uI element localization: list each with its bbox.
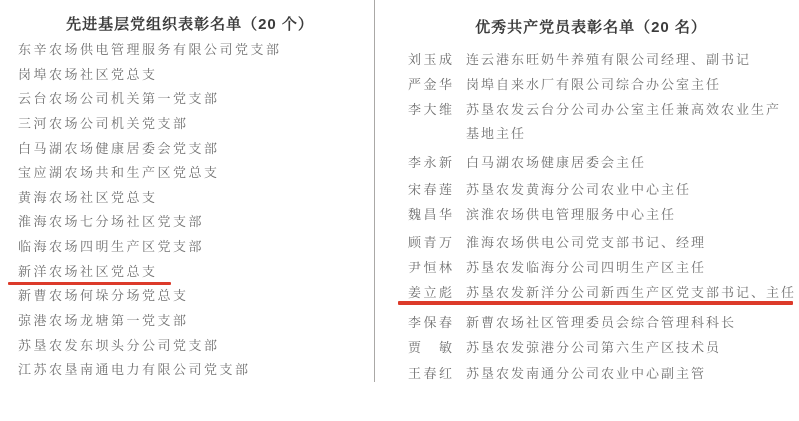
list-item: 临海农场四明生产区党支部 [18, 239, 205, 255]
member-role: 白马湖农场健康居委会主任 [466, 155, 647, 170]
member-role: 连云港东旺奶牛养殖有限公司经理、副书记 [466, 52, 752, 67]
member-row [408, 204, 676, 223]
list-item: 江苏农垦南通电力有限公司党支部 [18, 362, 251, 378]
left-list-title: 先进基层党组织表彰名单（20 个） [66, 16, 314, 33]
list-item-highlighted: 新洋农场社区党总支 [18, 263, 158, 279]
list-item: 新曹农场何垛分场党总支 [18, 288, 189, 304]
member-role: 岗埠自来水厂有限公司综合办公室主任 [466, 77, 722, 92]
member-row [408, 49, 751, 68]
member-name: 尹恒林 [408, 260, 455, 275]
list-item: 白马湖农场健康居委会党支部 [18, 140, 220, 156]
member-name: 刘玉成 [408, 52, 455, 67]
list-item: 宝应湖农场共和生产区党总支 [18, 165, 220, 181]
member-name: 李永新 [408, 155, 455, 170]
member-name: 李保春 [408, 315, 455, 330]
member-name: 王春红 [408, 366, 455, 381]
member-name: 魏昌华 [408, 207, 455, 222]
list-item: 黄海农场社区党总支 [18, 189, 158, 205]
member-name: 顾青万 [408, 235, 455, 250]
member-role: 苏垦农发南通分公司农业中心副主管 [466, 366, 707, 381]
member-name: 严金华 [408, 77, 455, 92]
member-role: 淮海农场供电公司党支部书记、经理 [466, 235, 707, 250]
member-name: 宋春莲 [408, 182, 455, 197]
member-row [408, 179, 691, 198]
right-list-title: 优秀共产党员表彰名单（20 名） [475, 19, 707, 36]
member-role-continued: 基地主任 [466, 126, 527, 141]
list-item: 淮海农场七分场社区党支部 [18, 214, 205, 230]
member-row [408, 337, 721, 356]
member-name: 贾 敏 [408, 340, 455, 355]
member-row [408, 74, 721, 93]
member-row [408, 312, 736, 331]
member-role: 苏垦农发弶港分公司第六生产区技术员 [466, 340, 722, 355]
member-row-highlighted [408, 282, 796, 301]
list-item: 三河农场公司机关党支部 [18, 115, 189, 131]
member-role: 苏垦农发云台分公司办公室主任兼高效农业生产 [466, 102, 782, 117]
member-name: 姜立彪 [408, 285, 455, 300]
member-row [408, 152, 646, 171]
member-role: 新曹农场社区管理委员会综合管理科科长 [466, 315, 737, 330]
member-role: 苏垦农发新洋分公司新西生产区党支部书记、主任 [466, 285, 797, 300]
member-row [408, 99, 781, 118]
member-role: 苏垦农发临海分公司四明生产区主任 [466, 260, 707, 275]
member-name: 李大维 [408, 102, 455, 117]
member-role: 苏垦农发黄海分公司农业中心主任 [466, 182, 692, 197]
list-item: 东辛农场供电管理服务有限公司党支部 [18, 42, 282, 57]
member-row [408, 363, 706, 382]
member-row [408, 232, 706, 251]
list-item: 弶港农场龙塘第一党支部 [18, 313, 189, 329]
list-item: 苏垦农发东坝头分公司党支部 [18, 337, 220, 353]
member-row [408, 257, 706, 276]
list-item: 岗埠农场社区党总支 [18, 66, 158, 82]
red-underline-right [398, 301, 793, 305]
member-role: 滨淮农场供电管理服务中心主任 [466, 207, 677, 222]
list-item: 云台农场公司机关第一党支部 [18, 91, 220, 107]
